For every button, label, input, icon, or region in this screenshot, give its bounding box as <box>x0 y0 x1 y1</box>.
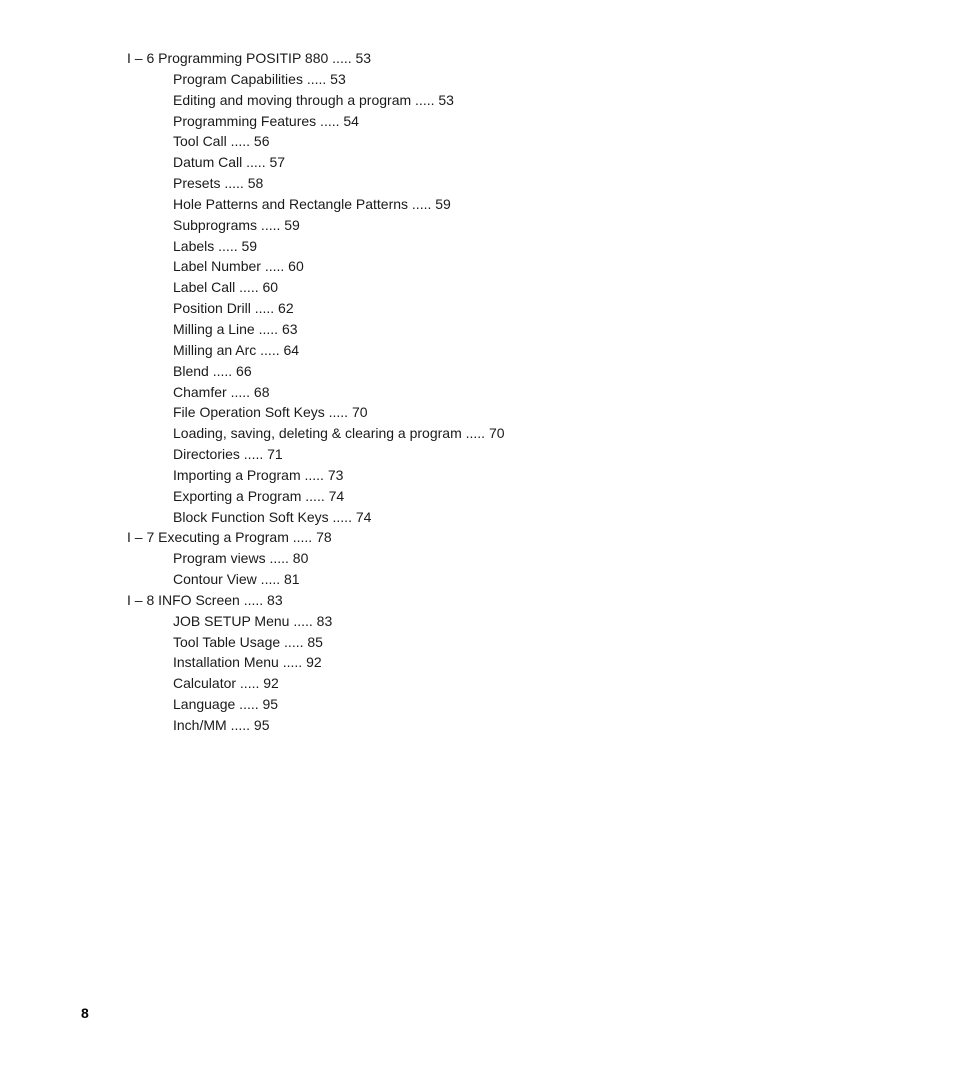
toc-section-entry: Importing a Program ..... 73 <box>173 466 344 483</box>
toc-section-entry: Language ..... 95 <box>173 696 279 713</box>
toc-section-entry: Label Number ..... 60 <box>173 258 304 275</box>
toc-section-entry: Tool Call ..... 56 <box>173 133 270 150</box>
toc-section-entry: Chamfer ..... 68 <box>173 383 270 400</box>
toc-section-entry: Position Drill ..... 62 <box>173 300 294 317</box>
toc-section-entry: Editing and moving through a program ..... 53 <box>173 91 454 108</box>
toc-section-entry: Exporting a Program ..... 74 <box>173 487 345 504</box>
toc-section-entry: Program Capabilities ..... 53 <box>173 70 346 87</box>
toc-chapter-entry: I – 7 Executing a Program ..... 78 <box>127 529 332 546</box>
toc-chapter-entry: I – 6 Programming POSITIP 880 ..... 53 <box>127 50 372 66</box>
toc-section-entry: Program views ..... 80 <box>173 550 309 567</box>
toc-section-entry: Installation Menu ..... 92 <box>173 654 322 671</box>
toc-section-entry: JOB SETUP Menu ..... 83 <box>173 612 333 629</box>
toc-section-entry: Block Function Soft Keys ..... 74 <box>173 508 372 525</box>
toc-section-entry: Programming Features ..... 54 <box>173 112 359 129</box>
toc-section-entry: Label Call ..... 60 <box>173 279 279 296</box>
toc-section-entry: Contour View ..... 81 <box>173 571 300 588</box>
toc-section-entry: File Operation Soft Keys ..... 70 <box>173 404 368 421</box>
toc-section-entry: Tool Table Usage ..... 85 <box>173 633 323 650</box>
toc-section-entry: Calculator ..... 92 <box>173 675 279 692</box>
toc-section-entry: Subprograms ..... 59 <box>173 216 300 233</box>
page-number: 8 <box>81 1005 89 1021</box>
toc-section-entry: Directories ..... 71 <box>173 446 283 463</box>
toc-chapter-entry: I – 8 INFO Screen ..... 83 <box>127 591 283 608</box>
toc-section-entry: Labels ..... 59 <box>173 237 258 254</box>
toc-section-entry: Presets ..... 58 <box>173 175 264 192</box>
toc-section-entry: Loading, saving, deleting & clearing a program ..... 70 <box>173 425 505 442</box>
toc-section-entry: Inch/MM ..... 95 <box>173 717 270 733</box>
toc-section-entry: Milling a Line ..... 63 <box>173 320 298 337</box>
toc-section-entry: Hole Patterns and Rectangle Patterns ..... 59 <box>173 195 451 212</box>
toc-section-entry: Datum Call ..... 57 <box>173 154 286 171</box>
toc-section-entry: Milling an Arc ..... 64 <box>173 341 300 358</box>
toc-section-entry: Blend ..... 66 <box>173 362 252 379</box>
table-of-contents <box>0 48 954 736</box>
